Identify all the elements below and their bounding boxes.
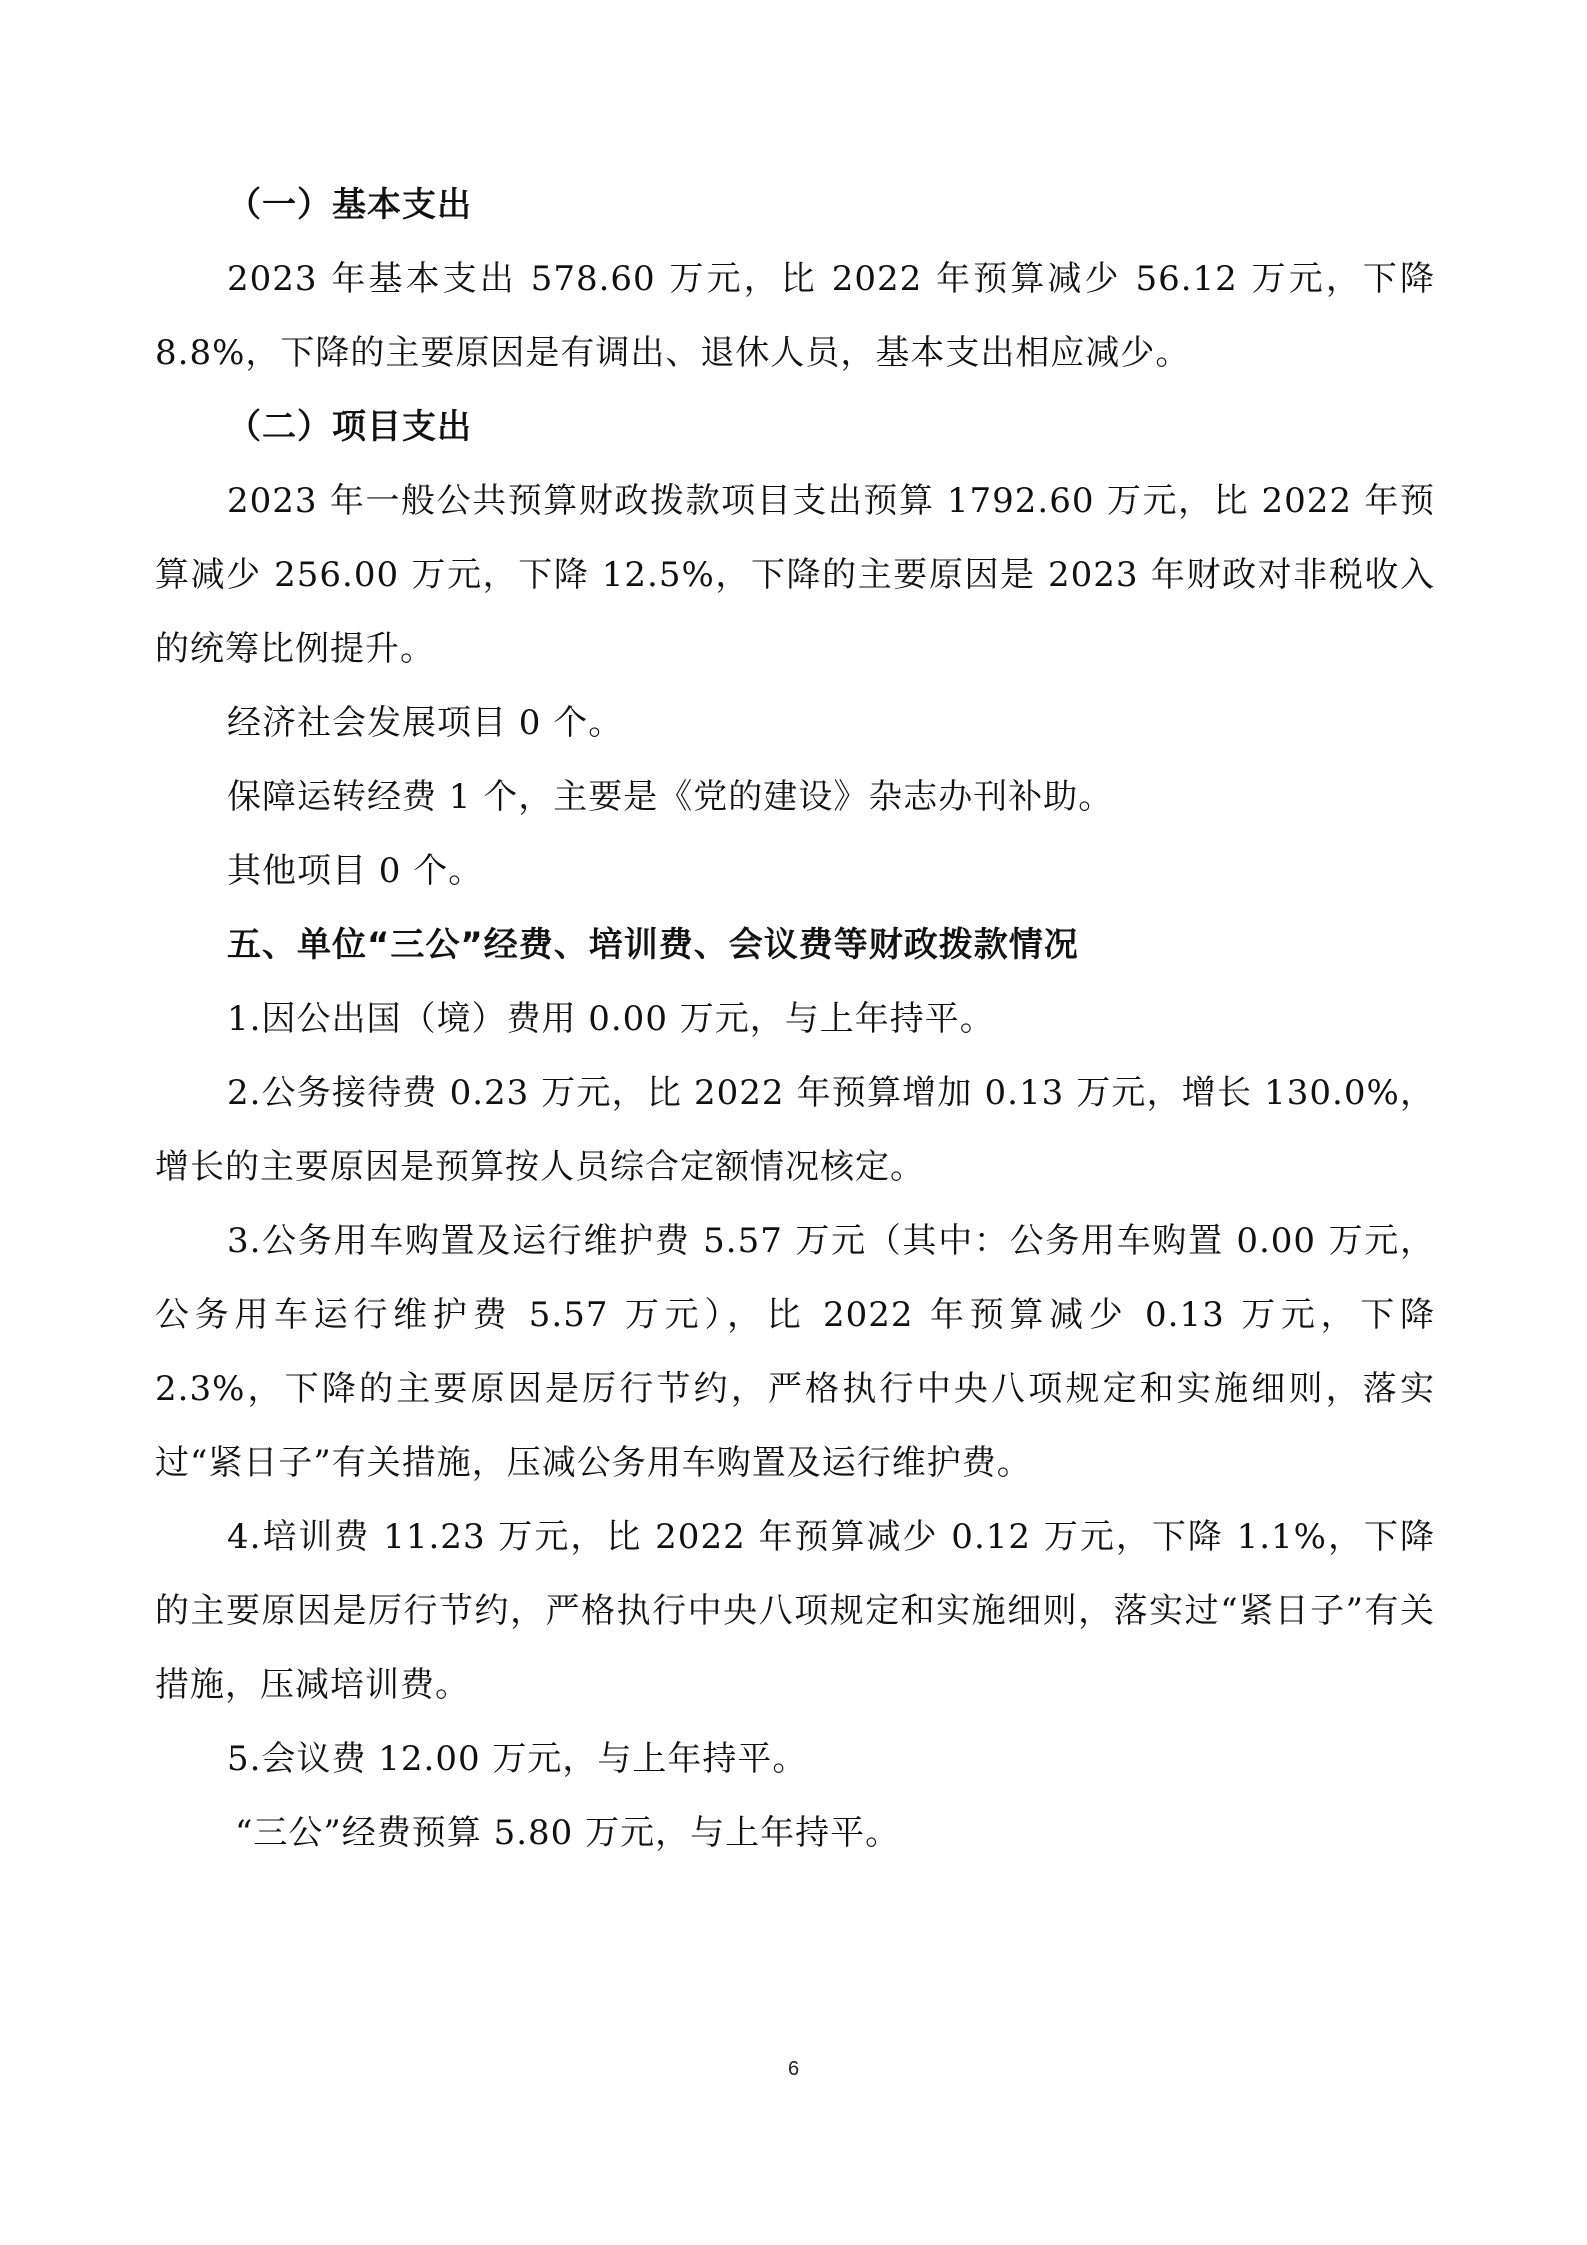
paragraph-item-4: 4.培训费 11.23 万元，比 2022 年预算减少 0.12 万元，下降 1.1%，下降的主要原因是厉行节约，严格执行中央八项规定和实施细则，落实过“紧日子”有关措施，压减培训费。 [155,1517,1435,1705]
subheading-basic-expenditure: （一）基本支出 [227,185,472,225]
paragraph-other-projects: 其他项目 0 个。 [227,851,484,891]
page-number: 6 [787,2058,800,2080]
paragraph-item-1: 1.因公出国（境）费用 0.00 万元，与上年持平。 [227,999,995,1039]
paragraph-item-5: 5.会议费 12.00 万元，与上年持平。 [227,1739,808,1779]
paragraph-operating-funds: 保障运转经费 1 个，主要是《党的建设》杂志办刊补助。 [227,777,1114,817]
subheading-project-expenditure: （二）项目支出 [227,407,472,447]
document-body [155,168,1435,1870]
section-heading-three-public: 五、单位“三公”经费、培训费、会议费等财政拨款情况 [227,925,1079,965]
paragraph-item-3: 3.公务用车购置及运行维护费 5.57 万元（其中：公务用车购置 0.00 万元，公务用车运行维护费 5.57 万元），比 2022 年预算减少 0.13 万元，下降 2.3%，下降的主要原因是厉行节约，严格执行中央八项规定和实施细则，落实过“紧日子”有关措施，压减公务用车购置及运行维护费。 [155,1221,1435,1483]
paragraph-economic-projects: 经济社会发展项目 0 个。 [227,703,624,743]
paragraph-project-expenditure: 2023 年一般公共预算财政拨款项目支出预算 1792.60 万元，比 2022 年预算减少 256.00 万元，下降 12.5%，下降的主要原因是 2023 年财政对非税收入的统筹比例提升。 [155,481,1435,669]
paragraph-basic-expenditure: 2023 年基本支出 578.60 万元，比 2022 年预算减少 56.12 万元，下降 8.8%，下降的主要原因是有调出、退休人员，基本支出相应减少。 [155,259,1435,373]
paragraph-three-public-total: “三公”经费预算 5.80 万元，与上年持平。 [235,1813,901,1853]
paragraph-item-2: 2.公务接待费 0.23 万元，比 2022 年预算增加 0.13 万元，增长 130.0%，增长的主要原因是预算按人员综合定额情况核定。 [155,1073,1435,1187]
